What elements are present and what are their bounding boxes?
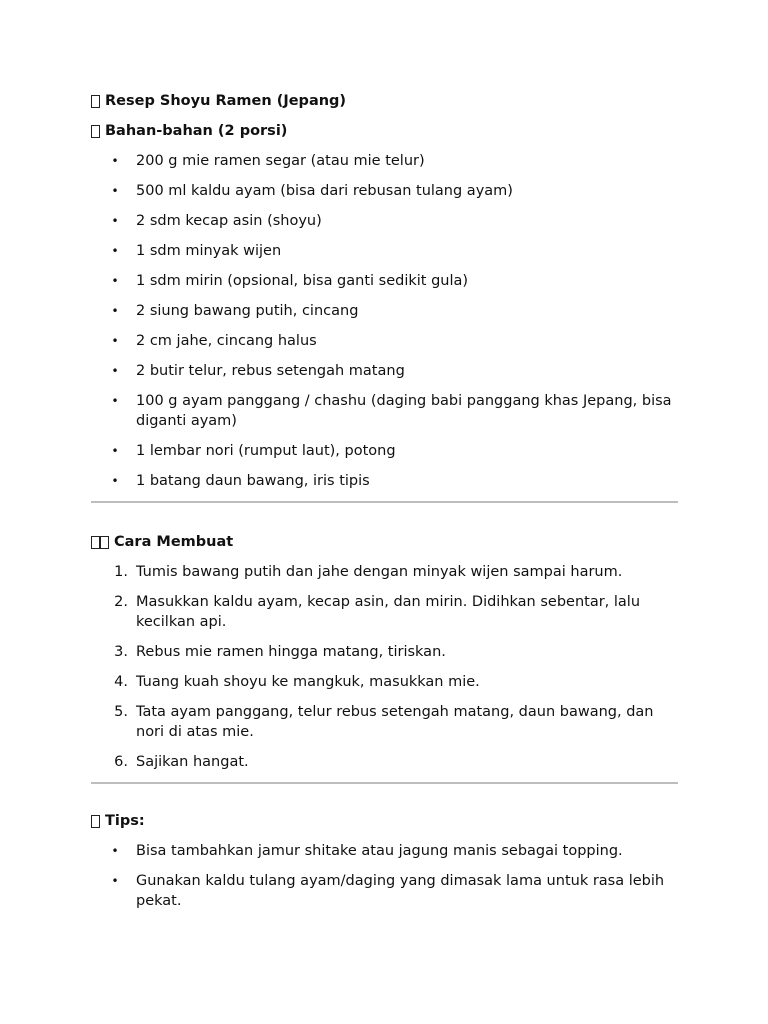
shopping-cart-emoji-icon (91, 125, 100, 138)
ingredients-heading-text: Bahan-bahan (2 porsi) (105, 123, 288, 139)
bullet: • (111, 214, 119, 228)
tips-heading-text: Tips: (105, 813, 145, 829)
list-item: 3. Rebus mie ramen hingga matang, tiriskan. (91, 642, 678, 662)
bullet: • (111, 474, 119, 488)
section-divider (91, 501, 678, 503)
recipe-title-text: Resep Shoyu Ramen (Jepang) (105, 93, 347, 109)
bullet: • (111, 444, 119, 458)
step-number: 4. (114, 674, 128, 690)
bullet: • (111, 154, 119, 168)
cook-emoji-icon (91, 536, 100, 549)
bullet: • (111, 844, 119, 858)
ingredients-list (91, 151, 678, 491)
steps-heading (91, 532, 678, 552)
step-number: 1. (114, 564, 128, 580)
steps-heading-text: Cara Membuat (114, 534, 234, 550)
ramen-emoji-icon (91, 95, 100, 108)
bullet: • (111, 394, 119, 408)
step-number: 3. (114, 644, 128, 660)
section-divider (91, 782, 678, 784)
list-item: • Gunakan kaldu tulang ayam/daging yang dimasak lama untuk rasa lebih pekat. (111, 873, 665, 909)
list-item: • 2 siung bawang putih, cincang (111, 303, 359, 319)
list-item: • 200 g mie ramen segar (atau mie telur) (111, 153, 425, 169)
bullet: • (111, 334, 119, 348)
tips-heading (91, 811, 678, 831)
bullet: • (111, 874, 119, 888)
list-item: • 1 sdm mirin (opsional, bisa ganti sedikit gula) (111, 273, 469, 289)
lightbulb-emoji-icon (91, 815, 100, 828)
bullet: • (111, 364, 119, 378)
steps-list (91, 562, 678, 772)
step-number: 5. (114, 704, 128, 720)
tips-list (91, 841, 678, 911)
bullet: • (111, 274, 119, 288)
ingredients-heading (91, 121, 678, 141)
list-item: • 1 lembar nori (rumput laut), potong (111, 443, 396, 459)
bullet: • (111, 304, 119, 318)
list-item: • 2 sdm kecap asin (shoyu) (111, 213, 322, 229)
step-number: 2. (114, 594, 128, 610)
list-item: • 2 butir telur, rebus setengah matang (111, 363, 405, 379)
bullet: • (111, 184, 119, 198)
list-item: • 1 batang daun bawang, iris tipis (111, 473, 370, 489)
list-item: 5. Tata ayam panggang, telur rebus setengah matang, daun bawang, dan nori di atas mie. (91, 702, 678, 742)
step-number: 6. (114, 754, 128, 770)
bullet: • (111, 244, 119, 258)
cook-emoji-modifier-icon (100, 536, 109, 549)
list-item: • 100 g ayam panggang / chashu (daging babi panggang khas Jepang, bisa diganti ayam) (111, 393, 672, 429)
list-item: • 1 sdm minyak wijen (111, 243, 282, 259)
recipe-content (91, 91, 678, 921)
recipe-title (91, 91, 678, 111)
list-item: • 2 cm jahe, cincang halus (111, 333, 317, 349)
list-item: 6. Sajikan hangat. (91, 752, 678, 772)
list-item: • Bisa tambahkan jamur shitake atau jagung manis sebagai topping. (111, 843, 623, 859)
list-item: 2. Masukkan kaldu ayam, kecap asin, dan mirin. Didihkan sebentar, lalu kecilkan api. (91, 592, 678, 632)
list-item: 1. Tumis bawang putih dan jahe dengan minyak wijen sampai harum. (91, 562, 678, 582)
list-item: 4. Tuang kuah shoyu ke mangkuk, masukkan mie. (91, 672, 678, 692)
list-item: • 500 ml kaldu ayam (bisa dari rebusan tulang ayam) (111, 183, 513, 199)
